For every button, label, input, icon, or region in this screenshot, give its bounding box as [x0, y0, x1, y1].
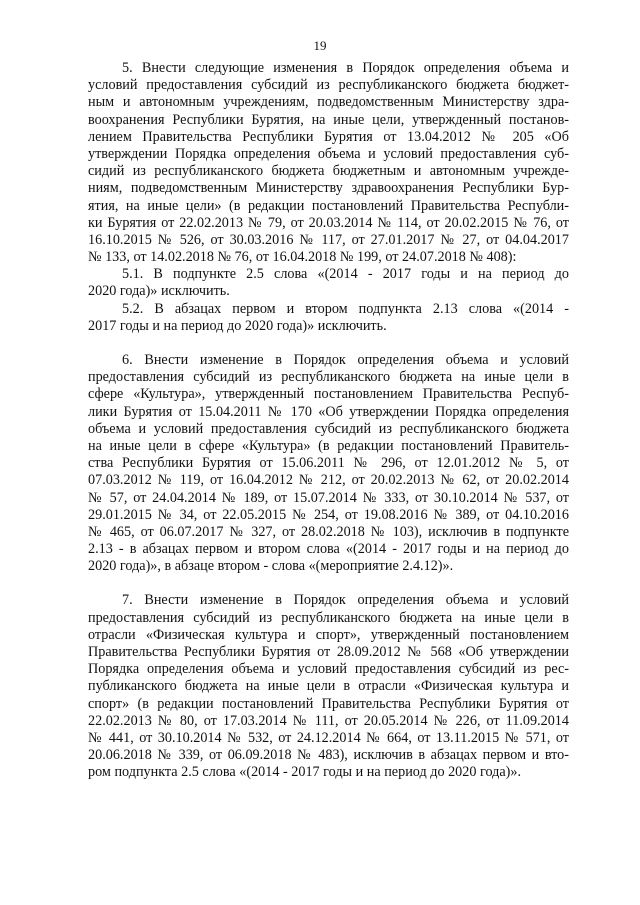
text-line: 20.06.2018 № 339, от 06.09.2018 № 483), исключив в абзацах первом и вто- — [88, 747, 569, 764]
text-line: 6. Внести изменение в Порядок определения объема и условий — [122, 352, 569, 368]
text-line: ниям, подведомственным Министерству здравоохранения Республики Бур- — [88, 180, 569, 197]
text-line: 2020 года)» исключить. — [88, 283, 230, 300]
text-line: сфере «Культура», утвержденный постановлением Правительства Респуб- — [88, 386, 569, 403]
text-line: публиканского бюджета на иные цели в отрасли «Физическая культура и — [88, 678, 569, 695]
text-line: 5. Внести следующие изменения в Порядок определения объема и — [122, 60, 569, 76]
text-line: спорт» (в редакции постановлений Правительства Республики Бурятия от — [88, 695, 569, 712]
section-item-7 — [88, 592, 569, 781]
text-line: № 465, от 06.07.2017 № 327, от 28.02.2018 № 103), исключив в подпункте — [88, 523, 569, 540]
text-line: 2017 годы и на период до 2020 года)» исключить. — [88, 317, 387, 334]
section-item-5 — [88, 60, 569, 335]
text-line: ным и автономным учреждениям, подведомственным Министерству здра- — [88, 94, 569, 111]
text-line: 2.13 - в абзацах первом и втором слова «(2014 - 2017 годы и на период до — [88, 541, 569, 558]
page-number: 19 — [313, 38, 327, 53]
text-line: ства Республики Бурятия от 15.06.2011 № 296, от 12.01.2012 № 5, от — [88, 455, 569, 472]
document-body — [88, 60, 569, 782]
text-line: ром подпункта 2.5 слова «(2014 - 2017 годы и на период до 2020 года)». — [88, 764, 522, 781]
text-line: 16.10.2015 № 526, от 30.03.2016 № 117, от 27.01.2017 № 27, от 04.04.2017 — [88, 231, 569, 248]
text-line: объема и условий предоставления субсидий из республиканского бюджета — [88, 420, 569, 437]
text-line: № 133, от 14.02.2018 № 76, от 16.04.2018 № 199, от 24.07.2018 № 408): — [88, 249, 517, 266]
text-line: 29.01.2015 № 34, от 22.05.2015 № 254, от 19.08.2016 № 389, от 04.10.2016 — [88, 506, 569, 523]
text-line: ятия, на иные цели» (в редакции постановлений Правительства Республи- — [88, 197, 569, 214]
text-line: 7. Внести изменение в Порядок определения объема и условий — [122, 592, 569, 609]
text-line: 5.2. В абзацах первом и втором подпункта 2.13 слова «(2014 - — [122, 300, 569, 317]
text-line: предоставления субсидий из республиканского бюджета на иные цели в — [88, 609, 569, 626]
text-line: ки Бурятия от 22.02.2013 № 79, от 20.03.2014 № 114, от 20.02.2015 № 76, от — [88, 214, 569, 231]
text-line: № 57, от 24.04.2014 № 189, от 15.07.2014 № 333, от 30.10.2014 № 537, от — [88, 489, 569, 506]
text-line: утверждении Порядка определения объема и условий предоставления суб- — [88, 145, 569, 162]
text-line: предоставления субсидий из республиканского бюджета на иные цели в — [88, 369, 569, 386]
text-line: 22.02.2013 № 80, от 17.03.2014 № 111, от 20.05.2014 № 226, от 11.09.2014 — [88, 712, 569, 729]
text-line: лением Правительства Республики Бурятия от 13.04.2012 № 205 «Об — [88, 128, 569, 145]
text-line: 2020 года)», в абзаце втором - слова «(мероприятие 2.4.12)». — [88, 558, 454, 575]
text-line: условий предоставления субсидий из республиканского бюджета бюджет- — [88, 77, 569, 94]
text-line: 07.03.2012 № 119, от 16.04.2012 № 212, от 20.02.2013 № 62, от 20.02.2014 — [88, 472, 569, 489]
text-line: на иные цели в сфере «Культура» (в редакции постановлений Правитель- — [88, 437, 569, 454]
text-line: № 441, от 30.10.2014 № 532, от 24.12.2014 № 664, от 13.11.2015 № 571, от — [88, 729, 569, 746]
text-line: сидий из республиканского бюджета бюджетным и автономным учрежде- — [88, 163, 569, 180]
text-line: отрасли «Физическая культура и спорт», утвержденный постановлением — [88, 626, 569, 643]
section-item-6 — [88, 352, 569, 575]
text-line: лики Бурятия от 15.04.2011 № 170 «Об утверждении Порядка определения — [88, 403, 569, 420]
text-line: Порядка определения объема и условий предоставления субсидий из рес- — [88, 661, 569, 678]
text-line: Правительства Республики Бурятия от 28.09.2012 № 568 «Об утверждении — [88, 644, 569, 660]
text-line: воохранения Республики Бурятия, на иные цели, утвержденный постанов- — [88, 111, 569, 128]
paragraph-gap — [88, 335, 569, 352]
paragraph-gap — [88, 575, 569, 592]
text-line: 5.1. В подпункте 2.5 слова «(2014 - 2017 годы и на период до — [122, 266, 569, 283]
